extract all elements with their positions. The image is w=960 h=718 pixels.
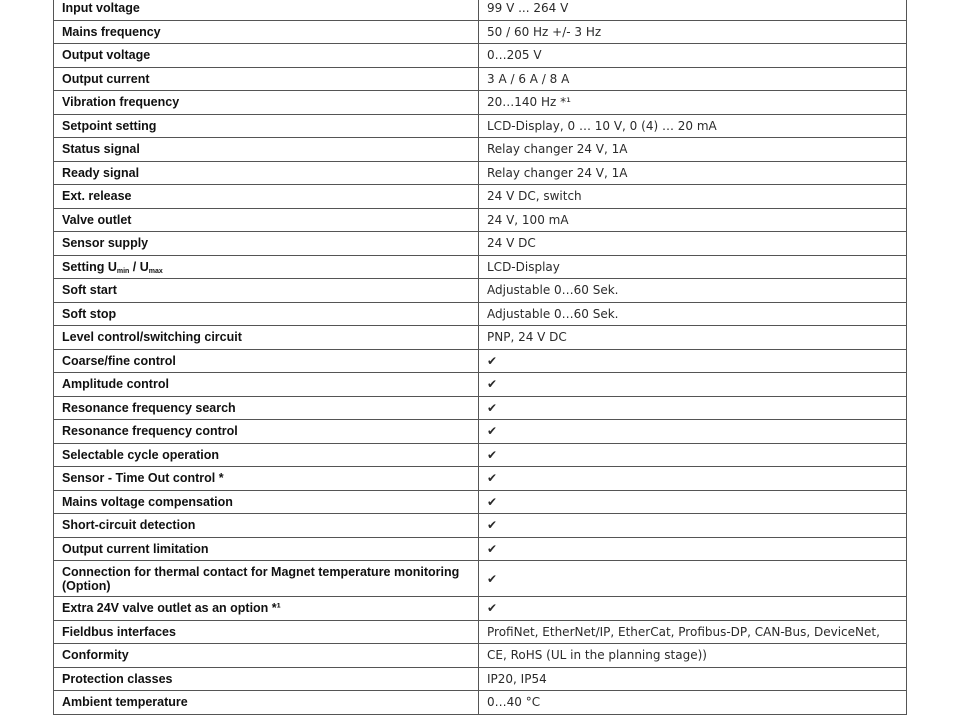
checkmark-icon: ✔ xyxy=(479,597,907,621)
row-label: Sensor supply xyxy=(54,232,479,256)
row-value: 3 A / 6 A / 8 A xyxy=(479,67,907,91)
checkmark-icon: ✔ xyxy=(479,561,907,597)
table-row xyxy=(54,0,907,20)
row-label: Resonance frequency search xyxy=(54,396,479,420)
checkmark-icon: ✔ xyxy=(479,373,907,397)
table-row xyxy=(54,396,907,420)
table-row xyxy=(54,255,907,279)
table-row xyxy=(54,514,907,538)
table-row xyxy=(54,644,907,668)
table-row xyxy=(54,537,907,561)
row-label: Ext. release xyxy=(54,185,479,209)
row-value: 99 V ... 264 V xyxy=(479,0,907,20)
row-value: 0…40 °C xyxy=(479,691,907,715)
row-label: Status signal xyxy=(54,138,479,162)
table-row xyxy=(54,138,907,162)
specifications-table xyxy=(53,0,907,715)
row-label: Extra 24V valve outlet as an option *¹ xyxy=(54,597,479,621)
table-row xyxy=(54,67,907,91)
row-value: Relay changer 24 V, 1A xyxy=(479,138,907,162)
table-row xyxy=(54,620,907,644)
table-row xyxy=(54,208,907,232)
row-label: Amplitude control xyxy=(54,373,479,397)
table-row xyxy=(54,114,907,138)
row-label: Sensor - Time Out control * xyxy=(54,467,479,491)
row-label: Fieldbus interfaces xyxy=(54,620,479,644)
row-value: LCD-Display, 0 … 10 V, 0 (4) … 20 mA xyxy=(479,114,907,138)
row-value: 50 / 60 Hz +/- 3 Hz xyxy=(479,20,907,44)
label-text: Setting U xyxy=(62,259,117,274)
checkmark-icon: ✔ xyxy=(479,396,907,420)
label-text: / U xyxy=(129,259,149,274)
table-row xyxy=(54,597,907,621)
checkmark-icon: ✔ xyxy=(479,443,907,467)
checkmark-icon: ✔ xyxy=(479,490,907,514)
subscript-max: max xyxy=(148,267,163,275)
table-row xyxy=(54,373,907,397)
row-label: Mains voltage compensation xyxy=(54,490,479,514)
table-row xyxy=(54,185,907,209)
row-value: PNP, 24 V DC xyxy=(479,326,907,350)
row-label: Output voltage xyxy=(54,44,479,68)
table-row xyxy=(54,667,907,691)
table-row xyxy=(54,44,907,68)
checkmark-icon: ✔ xyxy=(479,467,907,491)
row-label: Level control/switching circuit xyxy=(54,326,479,350)
row-value: 0…205 V xyxy=(479,44,907,68)
table-row xyxy=(54,691,907,715)
table-row xyxy=(54,20,907,44)
row-value: 20…140 Hz *¹ xyxy=(479,91,907,115)
row-label xyxy=(54,255,479,279)
row-value: LCD-Display xyxy=(479,255,907,279)
table-row xyxy=(54,561,907,597)
table-row xyxy=(54,302,907,326)
row-label: Connection for thermal contact for Magnet temperature monitoring (Option) xyxy=(54,561,479,597)
row-label: Input voltage xyxy=(54,0,479,20)
table-row xyxy=(54,161,907,185)
table-row xyxy=(54,326,907,350)
table-row xyxy=(54,91,907,115)
checkmark-icon: ✔ xyxy=(479,537,907,561)
row-value: Adjustable 0…60 Sek. xyxy=(479,279,907,303)
row-label: Coarse/fine control xyxy=(54,349,479,373)
row-label: Soft stop xyxy=(54,302,479,326)
checkmark-icon: ✔ xyxy=(479,420,907,444)
row-value: Relay changer 24 V, 1A xyxy=(479,161,907,185)
table-row xyxy=(54,490,907,514)
row-label: Protection classes xyxy=(54,667,479,691)
row-label: Resonance frequency control xyxy=(54,420,479,444)
row-label: Vibration frequency xyxy=(54,91,479,115)
row-value: CE, RoHS (UL in the planning stage)) xyxy=(479,644,907,668)
row-value: 24 V, 100 mA xyxy=(479,208,907,232)
table-row xyxy=(54,349,907,373)
row-label: Mains frequency xyxy=(54,20,479,44)
row-label: Valve outlet xyxy=(54,208,479,232)
checkmark-icon: ✔ xyxy=(479,349,907,373)
subscript-min: min xyxy=(116,267,130,275)
row-label: Ready signal xyxy=(54,161,479,185)
row-label: Soft start xyxy=(54,279,479,303)
table-row xyxy=(54,467,907,491)
row-value: Adjustable 0…60 Sek. xyxy=(479,302,907,326)
table-row xyxy=(54,420,907,444)
row-label: Setpoint setting xyxy=(54,114,479,138)
row-value: ProfiNet, EtherNet/IP, EtherCat, Profibus-DP, CAN-Bus, DeviceNet, xyxy=(479,620,907,644)
checkmark-icon: ✔ xyxy=(479,514,907,538)
row-value: 24 V DC xyxy=(479,232,907,256)
row-label: Ambient temperature xyxy=(54,691,479,715)
table-row xyxy=(54,443,907,467)
row-value: 24 V DC, switch xyxy=(479,185,907,209)
row-label: Short-circuit detection xyxy=(54,514,479,538)
row-label: Output current limitation xyxy=(54,537,479,561)
row-label: Conformity xyxy=(54,644,479,668)
row-value: IP20, IP54 xyxy=(479,667,907,691)
row-label: Output current xyxy=(54,67,479,91)
table-row xyxy=(54,279,907,303)
table-row xyxy=(54,232,907,256)
row-label: Selectable cycle operation xyxy=(54,443,479,467)
